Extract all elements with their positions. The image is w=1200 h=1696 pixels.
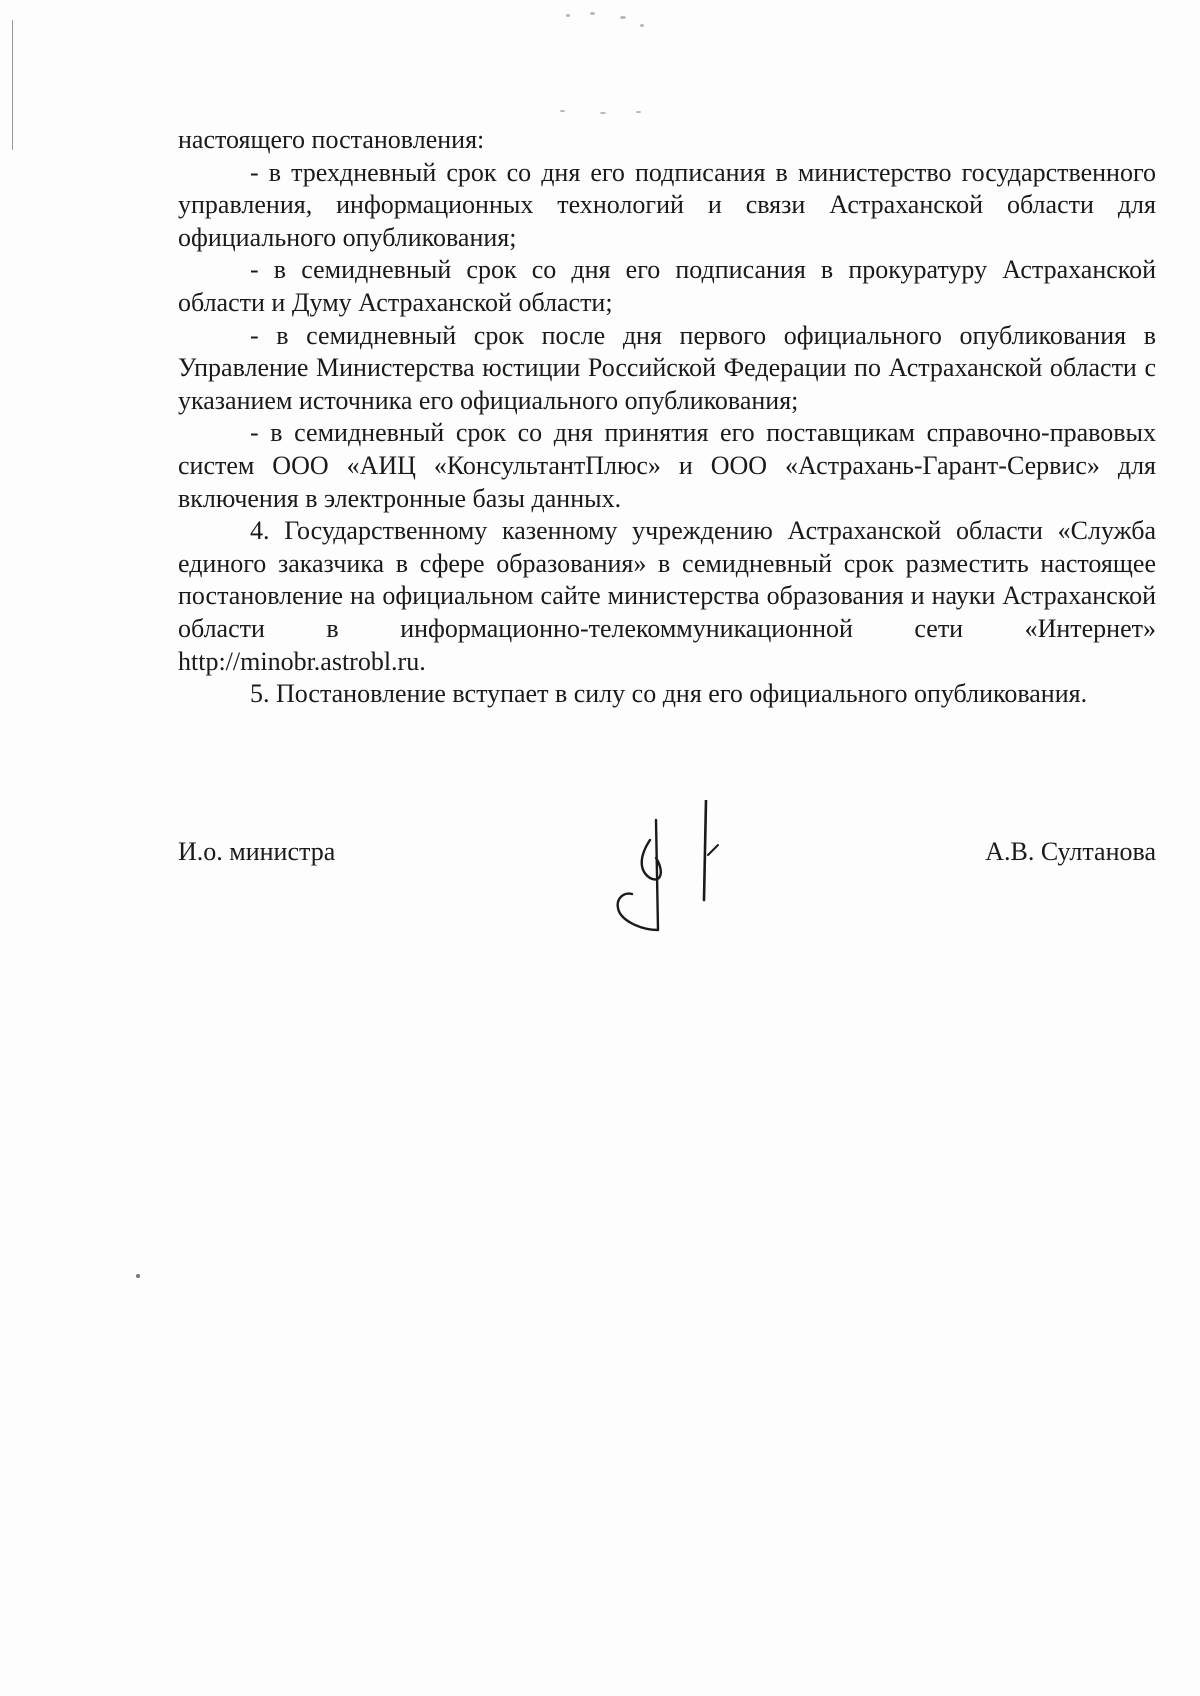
scan-speck <box>640 24 644 27</box>
scan-speck <box>560 110 565 112</box>
paragraph-clause-4: 4. Государственному казенному учреждению Астраханской области «Служба единого заказчика в сфере образования» в семидневный срок разместить настоящее постановление на официальном сайте министерства образования и науки Астраханской области в информационно-телекоммуникационной сети «Интернет» http://minobr.astrobl.ru. <box>178 516 1156 676</box>
signatory-name: А.В. Султанова <box>985 837 1156 866</box>
scan-speck <box>590 12 595 15</box>
paragraph-item: - в семидневный срок после дня первого официального опубликования в Управление Министерства юстиции Российской Федерации по Астраханской области с указанием источника его официального опубликования; <box>178 320 1156 415</box>
handwritten-signature <box>610 800 740 950</box>
scan-speck <box>620 16 626 19</box>
document-body <box>178 124 1156 711</box>
scan-speck <box>136 1274 140 1278</box>
paragraph-item: - в семидневный срок со дня принятия его поставщикам справочно-правовых систем ООО «АИЦ «КонсультантПлюс» и ООО «Астрахань-Гарант-Сервис» для включения в электронные базы данных. <box>178 418 1156 513</box>
scan-edge-line <box>12 20 13 150</box>
paragraph-intro: настоящего постановления: <box>178 125 485 154</box>
paragraph-clause-5: 5. Постановление вступает в силу со дня его официального опубликования. <box>250 679 1088 709</box>
scan-speck <box>566 14 570 17</box>
scan-speck <box>636 111 641 113</box>
signatory-position: И.о. министра <box>178 837 336 866</box>
paragraph-item: - в трехдневный срок со дня его подписания в министерство государственного управления, информационных технологий и связи Астраханской области для официального опубликования; <box>178 157 1156 252</box>
scan-speck <box>600 112 606 114</box>
paragraph-item: - в семидневный срок со дня его подписания в прокуратуру Астраханской области и Думу Астраханской области; <box>178 255 1156 317</box>
